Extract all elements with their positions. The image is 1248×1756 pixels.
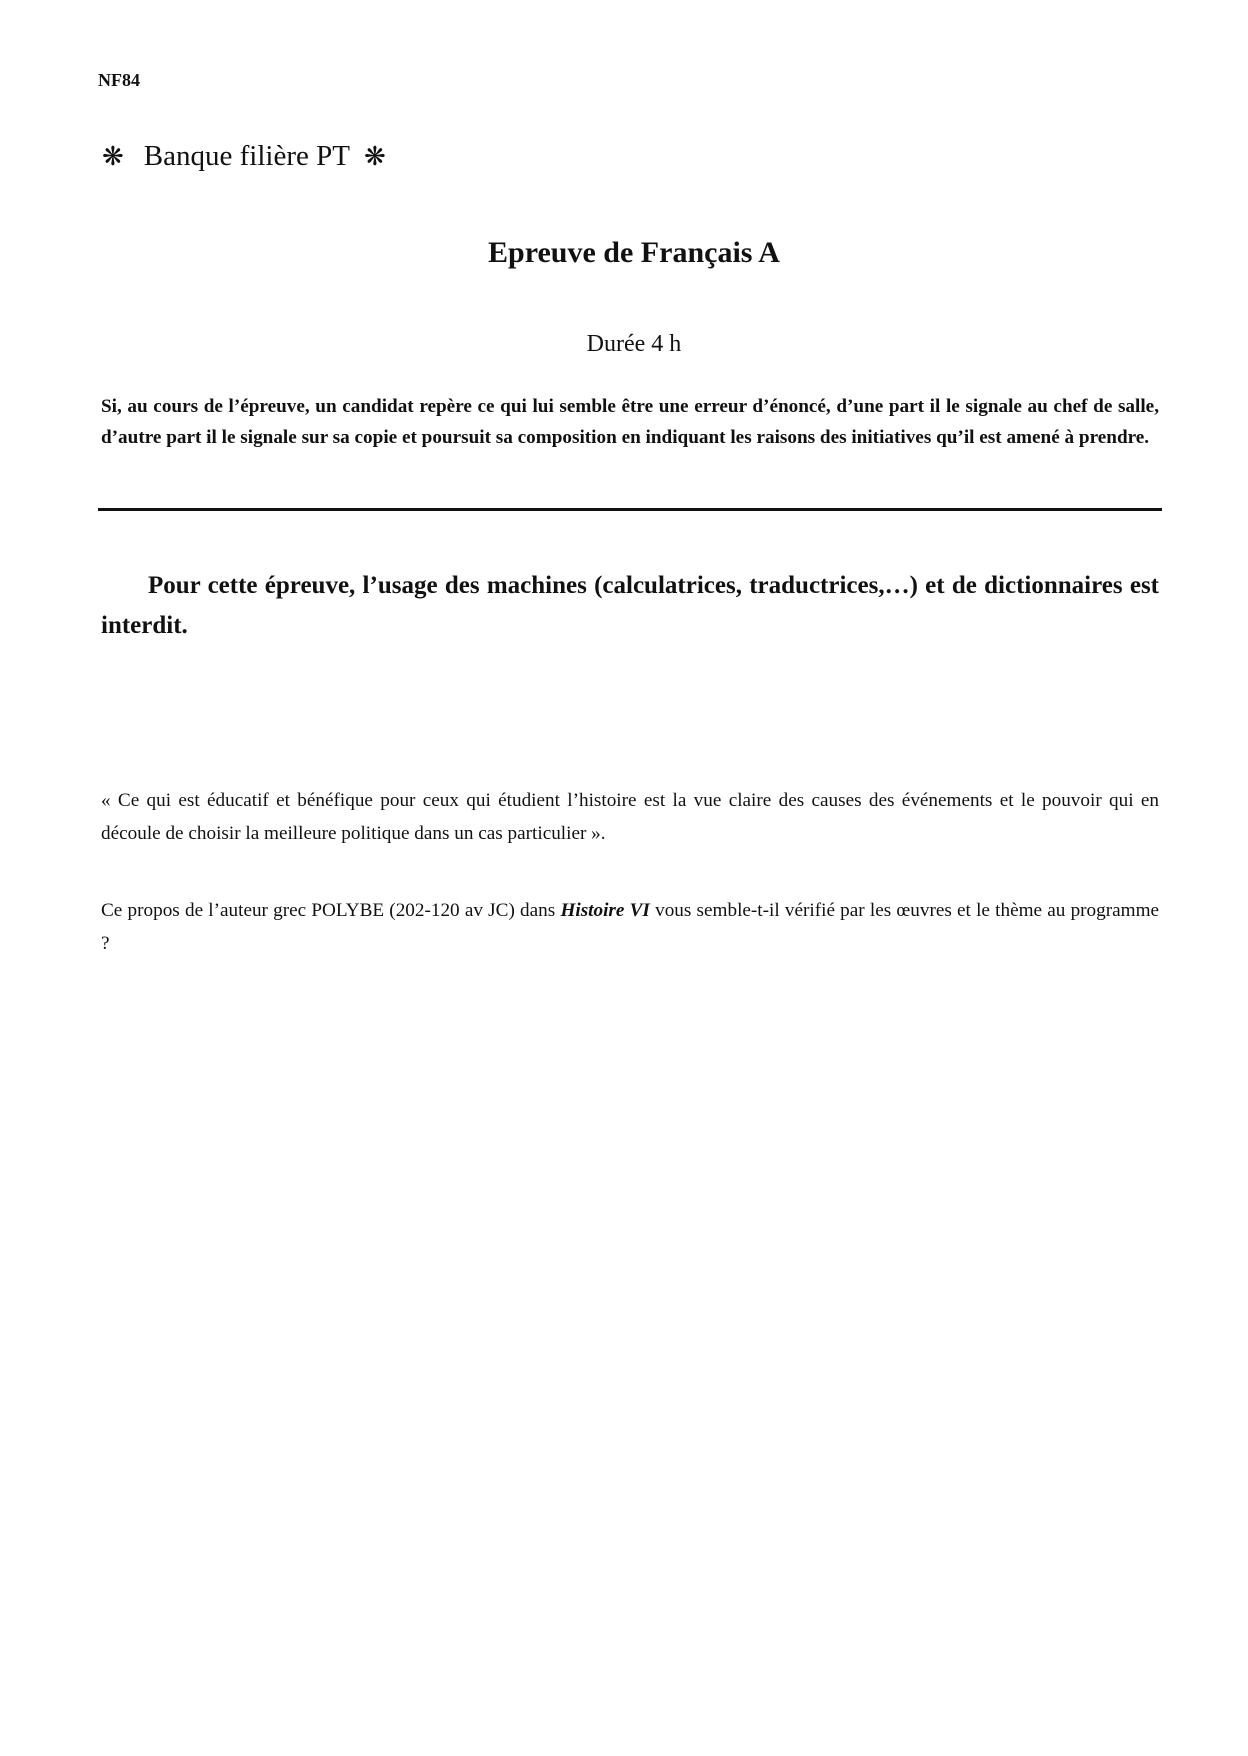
work-title: Histoire VI — [560, 900, 650, 921]
star-ornament-icon: ❋ — [102, 141, 124, 171]
bank-heading — [102, 140, 394, 173]
subject-question — [101, 894, 1159, 960]
bank-label: Banque filière PT — [143, 140, 350, 172]
document-code: NF84 — [98, 70, 140, 90]
separator-rule — [98, 508, 1162, 511]
star-ornament-icon: ❋ — [363, 141, 386, 171]
devices-forbidden-notice: Pour cette épreuve, l’usage des machines (calculatrices, traductrices,…) et de dictionnaires est interdit. — [101, 572, 1159, 639]
question-text-before: Ce propos de l’auteur grec POLYBE (202-120 av JC) dans — [101, 900, 561, 921]
exam-duration: Durée 4 h — [586, 331, 682, 357]
question-text-after: vous semble-t-il vérifié par les œuvres et le thème au programme ? — [101, 900, 1160, 954]
exam-title: Epreuve de Français A — [488, 236, 780, 269]
error-notice: Si, au cours de l’épreuve, un candidat repère ce qui lui semble être une erreur d’énoncé, d’une part il le signale au chef de salle, d’autre part il le signale sur sa copie et poursuit sa composition en indiquant les raisons des initiatives qu’il est amené à prendre. — [101, 396, 1159, 448]
subject-quote: « Ce qui est éducatif et bénéfique pour ceux qui étudient l’histoire est la vue claire des causes des événements et le pouvoir qui en découle de choisir la meilleure politique dans un cas particulier ». — [101, 790, 1159, 844]
